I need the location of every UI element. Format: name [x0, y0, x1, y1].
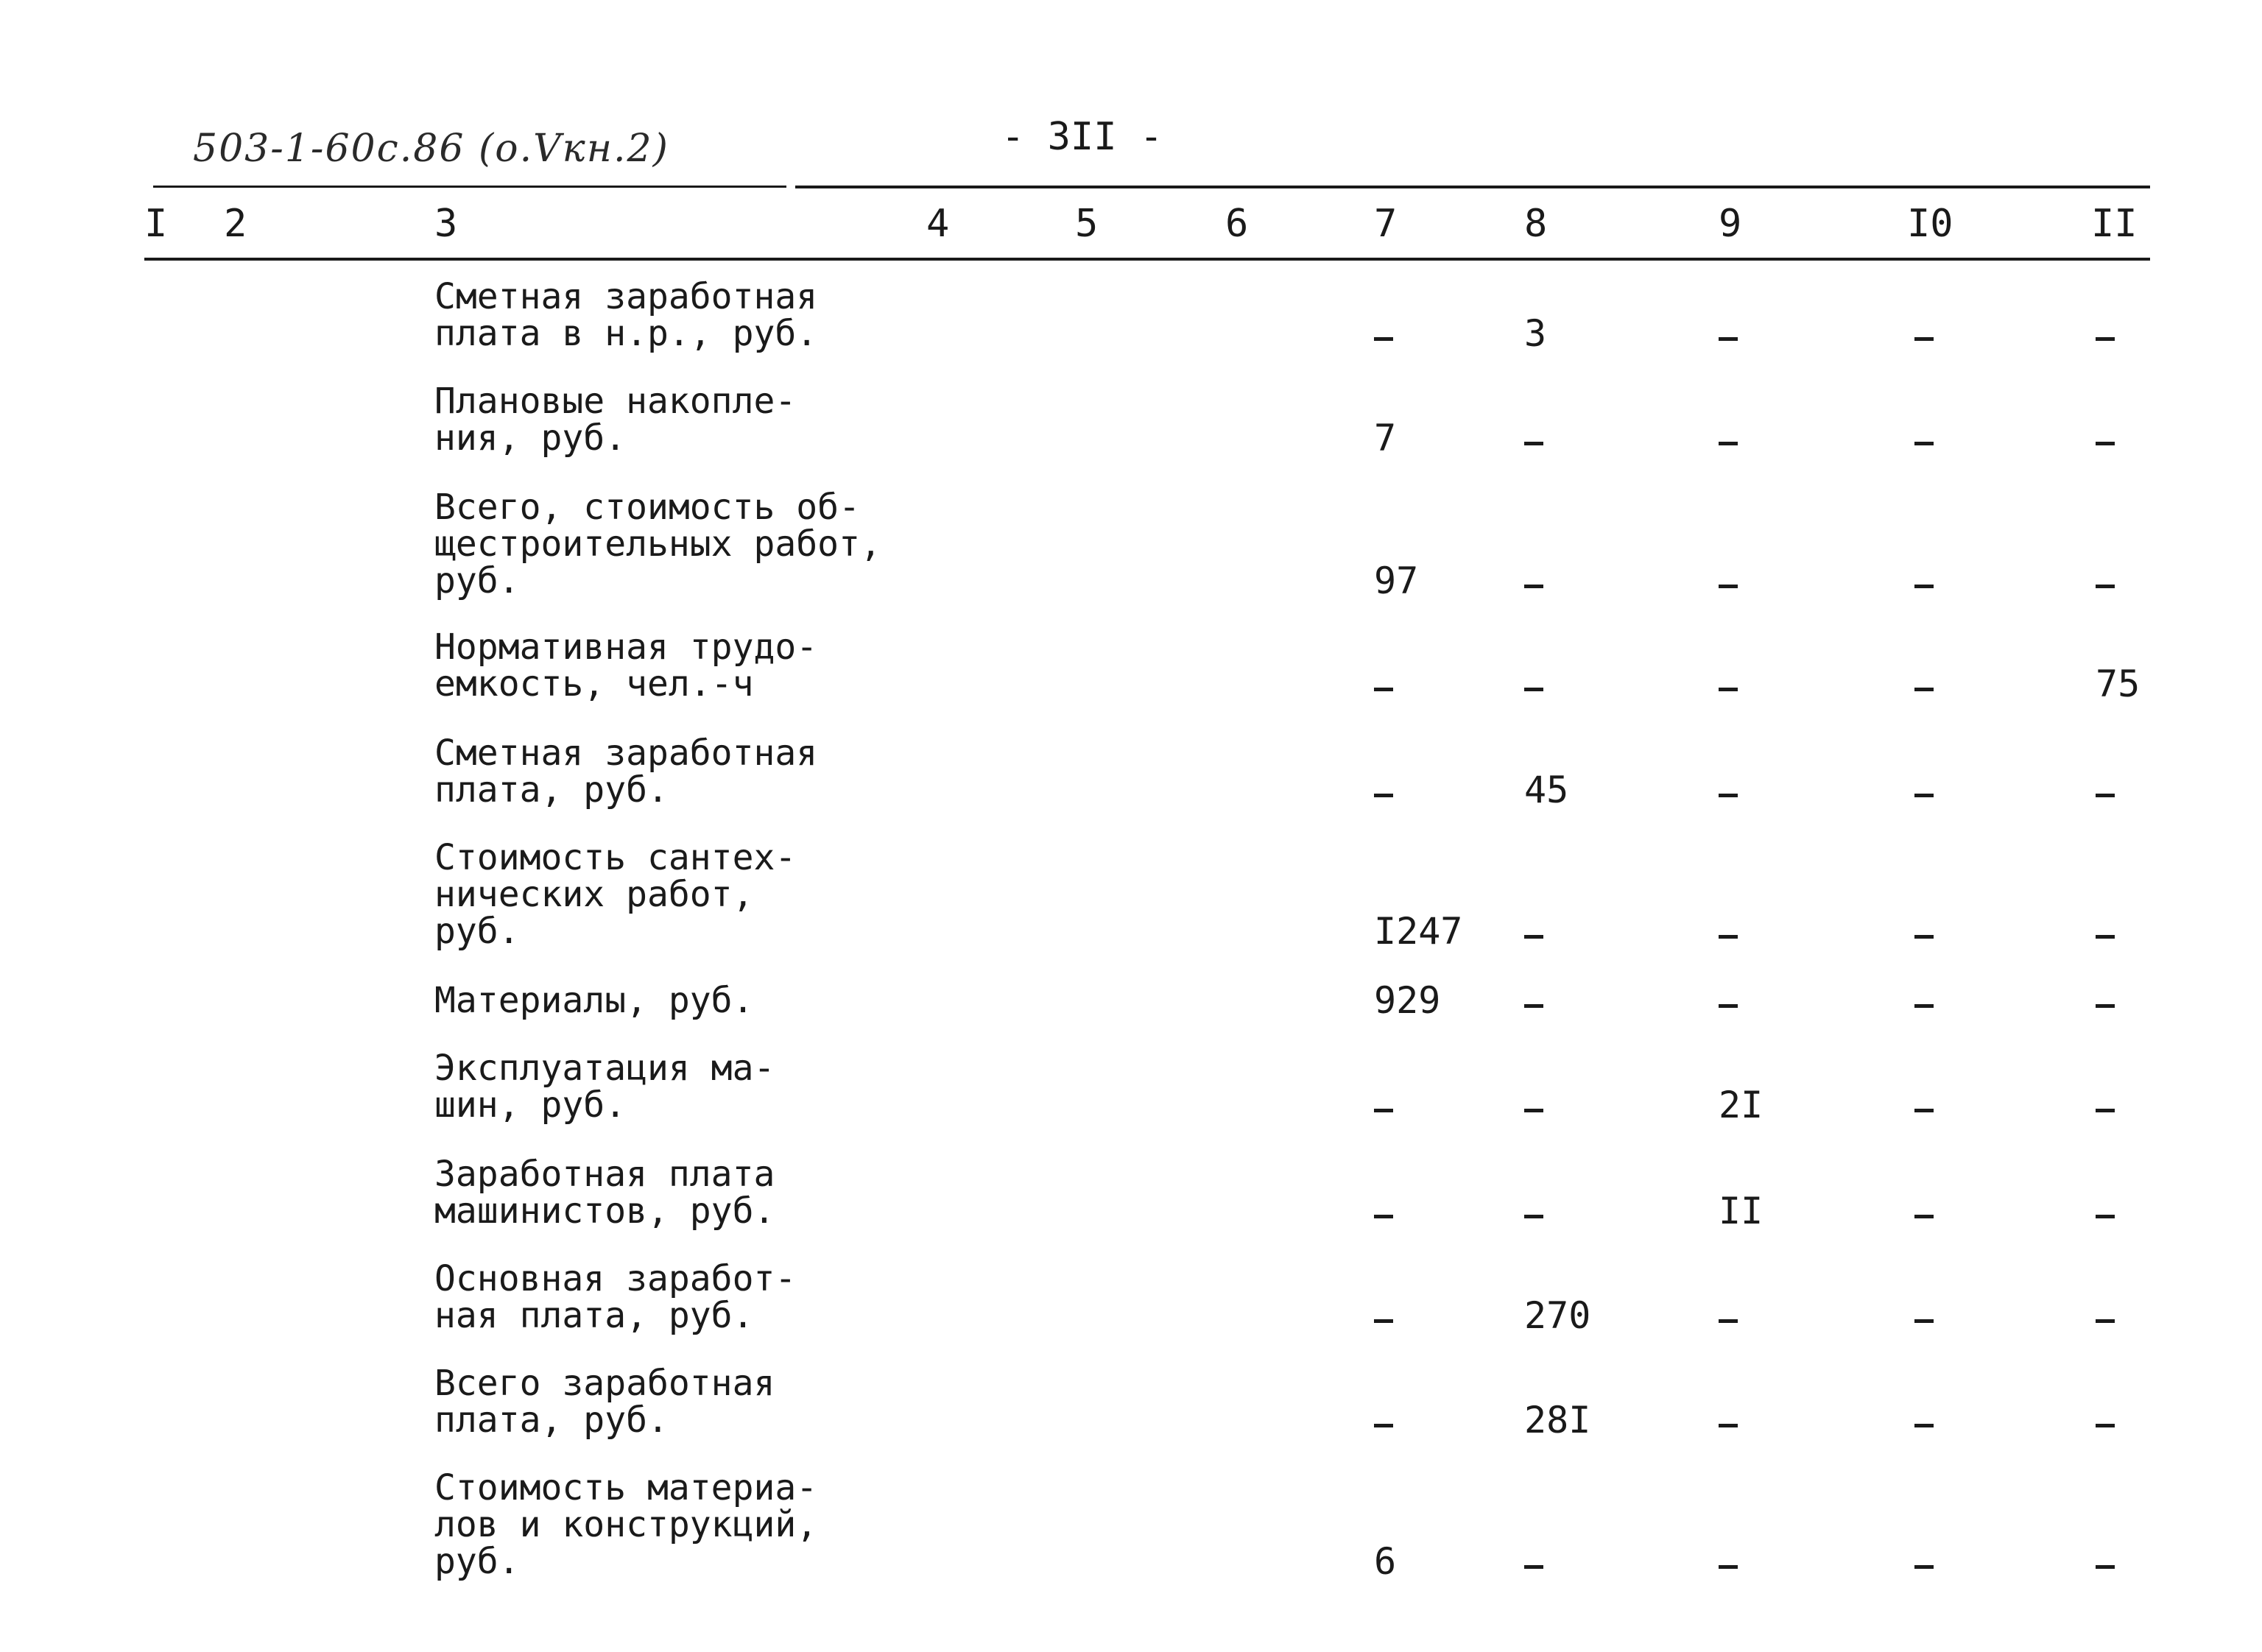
empty-dash-c8 [1524, 1109, 1543, 1112]
row-label: Сметная заработная плата, руб. [434, 733, 818, 811]
table-top-rule [795, 186, 2150, 188]
row-label: Стоимость материа- лов и конструкций, руб. [434, 1467, 818, 1582]
cell-value-c7: 7 [1374, 417, 1397, 459]
page-number: - 3II - [1001, 115, 1163, 159]
column-header-6: 6 [1225, 202, 1249, 246]
cell-value-c9: II [1719, 1190, 1764, 1232]
empty-dash-c8 [1524, 1215, 1543, 1218]
empty-dash-c10 [1914, 794, 1934, 797]
empty-dash-c7 [1374, 794, 1393, 797]
empty-dash-c9 [1719, 1319, 1738, 1323]
cell-value-c8: 270 [1524, 1294, 1591, 1337]
empty-dash-c7 [1374, 1215, 1393, 1218]
handwritten-document-code: 503-1-60с.86 (о.Vкн.2) [193, 127, 669, 171]
column-header-8: 8 [1524, 202, 1548, 246]
row-label: Основная заработ- ная плата, руб. [434, 1258, 797, 1336]
row-label: Стоимость сантех- нических работ, руб. [434, 837, 797, 952]
empty-dash-c9 [1719, 1565, 1738, 1569]
empty-dash-c10 [1914, 585, 1934, 588]
empty-dash-c7 [1374, 1424, 1393, 1427]
empty-dash-c7 [1374, 337, 1393, 341]
column-header-7: 7 [1374, 202, 1398, 246]
row-label: Плановые накопле- ния, руб. [434, 381, 797, 459]
column-header-5: 5 [1075, 202, 1099, 246]
empty-dash-c10 [1914, 1215, 1934, 1218]
empty-dash-c9 [1719, 1004, 1738, 1008]
row-label: Всего, стоимость об- щестроительных работ, руб. [434, 487, 881, 601]
empty-dash-c10 [1914, 1319, 1934, 1323]
row-label: Материалы, руб. [434, 980, 754, 1021]
empty-dash-c10 [1914, 442, 1934, 445]
empty-dash-c7 [1374, 688, 1393, 691]
cell-value-c8: 28I [1524, 1399, 1591, 1441]
empty-dash-c11 [2096, 935, 2115, 939]
underline-left [153, 186, 786, 188]
column-header-2: 2 [224, 202, 247, 246]
empty-dash-c11 [2096, 337, 2115, 341]
empty-dash-c11 [2096, 1109, 2115, 1112]
column-header-11: II [2091, 202, 2138, 246]
empty-dash-c10 [1914, 688, 1934, 691]
column-header-1: I [144, 202, 168, 246]
row-label: Нормативная трудо- емкость, чел.-ч [434, 626, 818, 705]
empty-dash-c8 [1524, 1565, 1543, 1569]
empty-dash-c8 [1524, 935, 1543, 939]
empty-dash-c11 [2096, 1424, 2115, 1427]
row-label: Сметная заработная плата в н.р., руб. [434, 276, 818, 354]
empty-dash-c10 [1914, 1424, 1934, 1427]
empty-dash-c10 [1914, 1109, 1934, 1112]
empty-dash-c8 [1524, 585, 1543, 588]
row-label: Заработная плата машинистов, руб. [434, 1154, 775, 1232]
empty-dash-c10 [1914, 337, 1934, 341]
empty-dash-c7 [1374, 1109, 1393, 1112]
empty-dash-c8 [1524, 688, 1543, 691]
empty-dash-c10 [1914, 935, 1934, 939]
cell-value-c7: 97 [1374, 560, 1419, 602]
empty-dash-c9 [1719, 935, 1738, 939]
empty-dash-c10 [1914, 1565, 1934, 1569]
empty-dash-c11 [2096, 1565, 2115, 1569]
empty-dash-c7 [1374, 1319, 1393, 1323]
cell-value-c7: I247 [1374, 910, 1463, 953]
column-header-4: 4 [926, 202, 950, 246]
empty-dash-c11 [2096, 442, 2115, 445]
empty-dash-c11 [2096, 1004, 2115, 1008]
cell-value-c7: 929 [1374, 979, 1441, 1022]
header-bottom-rule [144, 258, 2150, 261]
empty-dash-c9 [1719, 442, 1738, 445]
empty-dash-c9 [1719, 1424, 1738, 1427]
empty-dash-c11 [2096, 1319, 2115, 1323]
cell-value-c9: 2I [1719, 1084, 1764, 1126]
cell-value-c8: 45 [1524, 769, 1569, 811]
empty-dash-c8 [1524, 1004, 1543, 1008]
empty-dash-c11 [2096, 585, 2115, 588]
empty-dash-c8 [1524, 442, 1543, 445]
empty-dash-c11 [2096, 1215, 2115, 1218]
empty-dash-c9 [1719, 337, 1738, 341]
column-header-3: 3 [434, 202, 458, 246]
row-label: Всего заработная плата, руб. [434, 1363, 775, 1441]
empty-dash-c9 [1719, 688, 1738, 691]
column-header-10: I0 [1907, 202, 1953, 246]
row-label: Эксплуатация ма- шин, руб. [434, 1048, 775, 1126]
column-header-9: 9 [1719, 202, 1742, 246]
empty-dash-c9 [1719, 794, 1738, 797]
cell-value-c11: 75 [2096, 663, 2141, 705]
empty-dash-c11 [2096, 794, 2115, 797]
cell-value-c7: 6 [1374, 1540, 1397, 1583]
empty-dash-c9 [1719, 585, 1738, 588]
empty-dash-c10 [1914, 1004, 1934, 1008]
cell-value-c8: 3 [1524, 312, 1547, 355]
